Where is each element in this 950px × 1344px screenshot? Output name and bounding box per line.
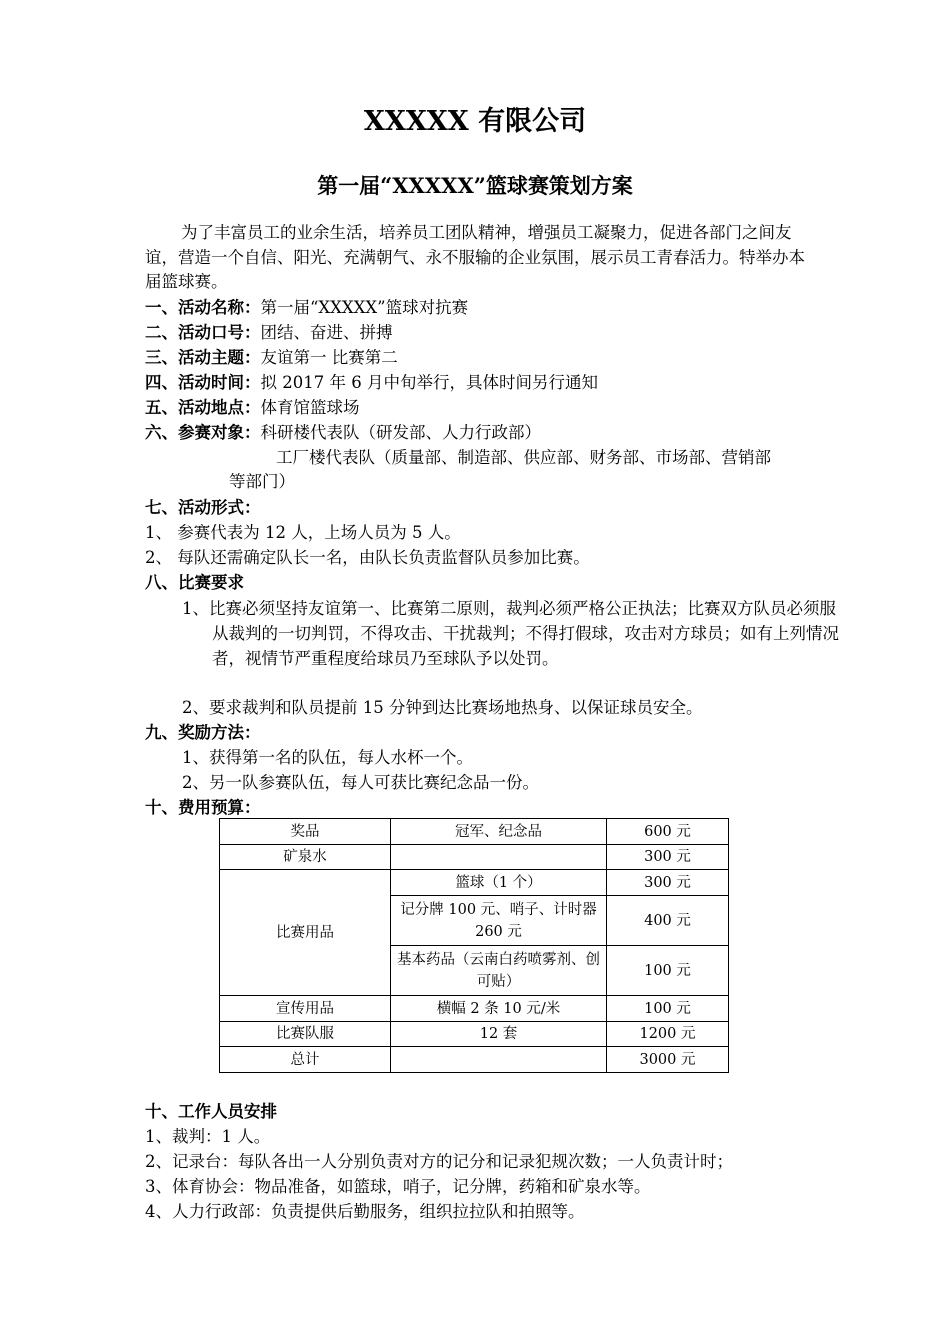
table-cell [391, 845, 607, 870]
staff-item-1: 1、裁判：1 人。 [145, 1127, 271, 1146]
rules-item-2: 2、要求裁判和队员提前 15 分钟到达比赛场地热身、以保证球员安全。 [182, 698, 703, 717]
table-cell: 篮球（1 个） [391, 870, 607, 896]
section-rewards-label: 九、奖励方法： [145, 723, 261, 742]
section-label: 五、活动地点： [145, 398, 261, 417]
table-cell [391, 1047, 607, 1073]
table-row [220, 845, 729, 870]
format-item-1: 1、 参赛代表为 12 人，上场人员为 5 人。 [145, 523, 461, 542]
table-cell: 基本药品（云南白药喷雾剂、创可贴） [391, 946, 607, 996]
table-cell: 600 元 [607, 819, 729, 845]
section-text: 第一届“XXXXX”篮球对抗赛 [260, 298, 469, 317]
table-row [220, 870, 729, 896]
section-time [145, 371, 598, 395]
section-slogan [145, 321, 393, 345]
table-cell: 300 元 [607, 870, 729, 896]
section-location [145, 396, 360, 420]
section-text: 拟 2017 年 6 月中旬举行，具体时间另行通知 [260, 373, 598, 392]
section-text: 科研楼代表队（研发部、人力行政部） [260, 423, 541, 442]
table-cell: 1200 元 [607, 1022, 729, 1047]
table-cell: 12 套 [391, 1022, 607, 1047]
table-cell: 记分牌 100 元、哨子、计时器 260 元 [391, 896, 607, 946]
section-label: 三、活动主题： [145, 348, 261, 367]
section-theme [145, 346, 398, 370]
table-cell: 冠军、纪念品 [391, 819, 607, 845]
table-row [220, 1022, 729, 1047]
table-cell: 宣传用品 [220, 996, 391, 1022]
intro-paragraph: 为了丰富员工的业余生活，培养员工团队精神，增强员工凝聚力，促进各部门之间友谊，营造一个自信、阳光、充满朝气、永不服输的企业氛围，展示员工青春活力。特举办本届篮球赛。 [145, 223, 805, 291]
section-budget-label: 十、费用预算： [145, 798, 261, 817]
company-title: XXXXX 有限公司 [363, 106, 587, 137]
table-cell: 300 元 [607, 845, 729, 870]
staff-item-3: 3、体育协会：物品准备，如篮球，哨子，记分牌，药箱和矿泉水等。 [145, 1177, 651, 1196]
section-text: 团结、奋进、拼搏 [260, 323, 393, 342]
staff-item-2: 2、记录台：每队各出一人分别负责对方的记分和记录犯规次数；一人负责计时； [145, 1152, 733, 1171]
participants-line-3: 等部门） [229, 472, 295, 491]
section-participants [145, 421, 541, 445]
table-row [220, 819, 729, 845]
rewards-item-1: 1、获得第一名的队伍，每人水杯一个。 [182, 748, 473, 767]
table-row [220, 996, 729, 1022]
section-rules-label: 八、比赛要求 [145, 573, 244, 592]
table-cell: 400 元 [607, 896, 729, 946]
table-cell: 奖品 [220, 819, 391, 845]
section-text: 体育馆篮球场 [260, 398, 360, 417]
plan-title: 第一届“XXXXX”篮球赛策划方案 [317, 173, 633, 198]
section-label: 六、参赛对象： [145, 423, 261, 442]
section-text: 友谊第一 比赛第二 [260, 348, 398, 367]
section-label: 一、活动名称： [145, 298, 261, 317]
format-item-2: 2、 每队还需确定队长一名，由队长负责监督队员参加比赛。 [145, 548, 590, 567]
section-format-label: 七、活动形式： [145, 498, 261, 517]
section-label: 二、活动口号： [145, 323, 261, 342]
table-cell: 100 元 [607, 996, 729, 1022]
participants-line-2: 工厂楼代表队（质量部、制造部、供应部、财务部、市场部、营销部 [276, 448, 771, 467]
staff-item-4: 4、人力行政部：负责提供后勤服务，组织拉拉队和拍照等。 [145, 1202, 585, 1221]
table-row [220, 1047, 729, 1073]
table-cell: 矿泉水 [220, 845, 391, 870]
table-cell: 100 元 [607, 946, 729, 996]
table-cell: 横幅 2 条 10 元/米 [391, 996, 607, 1022]
section-label: 四、活动时间： [145, 373, 261, 392]
rules-item-1: 1、比赛必须坚持友谊第一、比赛第二原则，裁判必须严格公正执法；比赛双方队员必须服从裁判的一切判罚，不得攻击、干扰裁判；不得打假球，攻击对方球员；如有上列情况者，视情节严重程度给球员乃至球队予以处罚。 [182, 599, 839, 668]
budget-table [219, 818, 729, 1073]
section-activity-name [145, 296, 468, 320]
table-cell: 比赛队服 [220, 1022, 391, 1047]
section-staff-label: 十、工作人员安排 [145, 1102, 277, 1121]
table-cell: 3000 元 [607, 1047, 729, 1073]
table-cell: 比赛用品 [220, 870, 391, 996]
rewards-item-2: 2、另一队参赛队伍，每人可获比赛纪念品一份。 [182, 773, 539, 792]
table-cell: 总计 [220, 1047, 391, 1073]
